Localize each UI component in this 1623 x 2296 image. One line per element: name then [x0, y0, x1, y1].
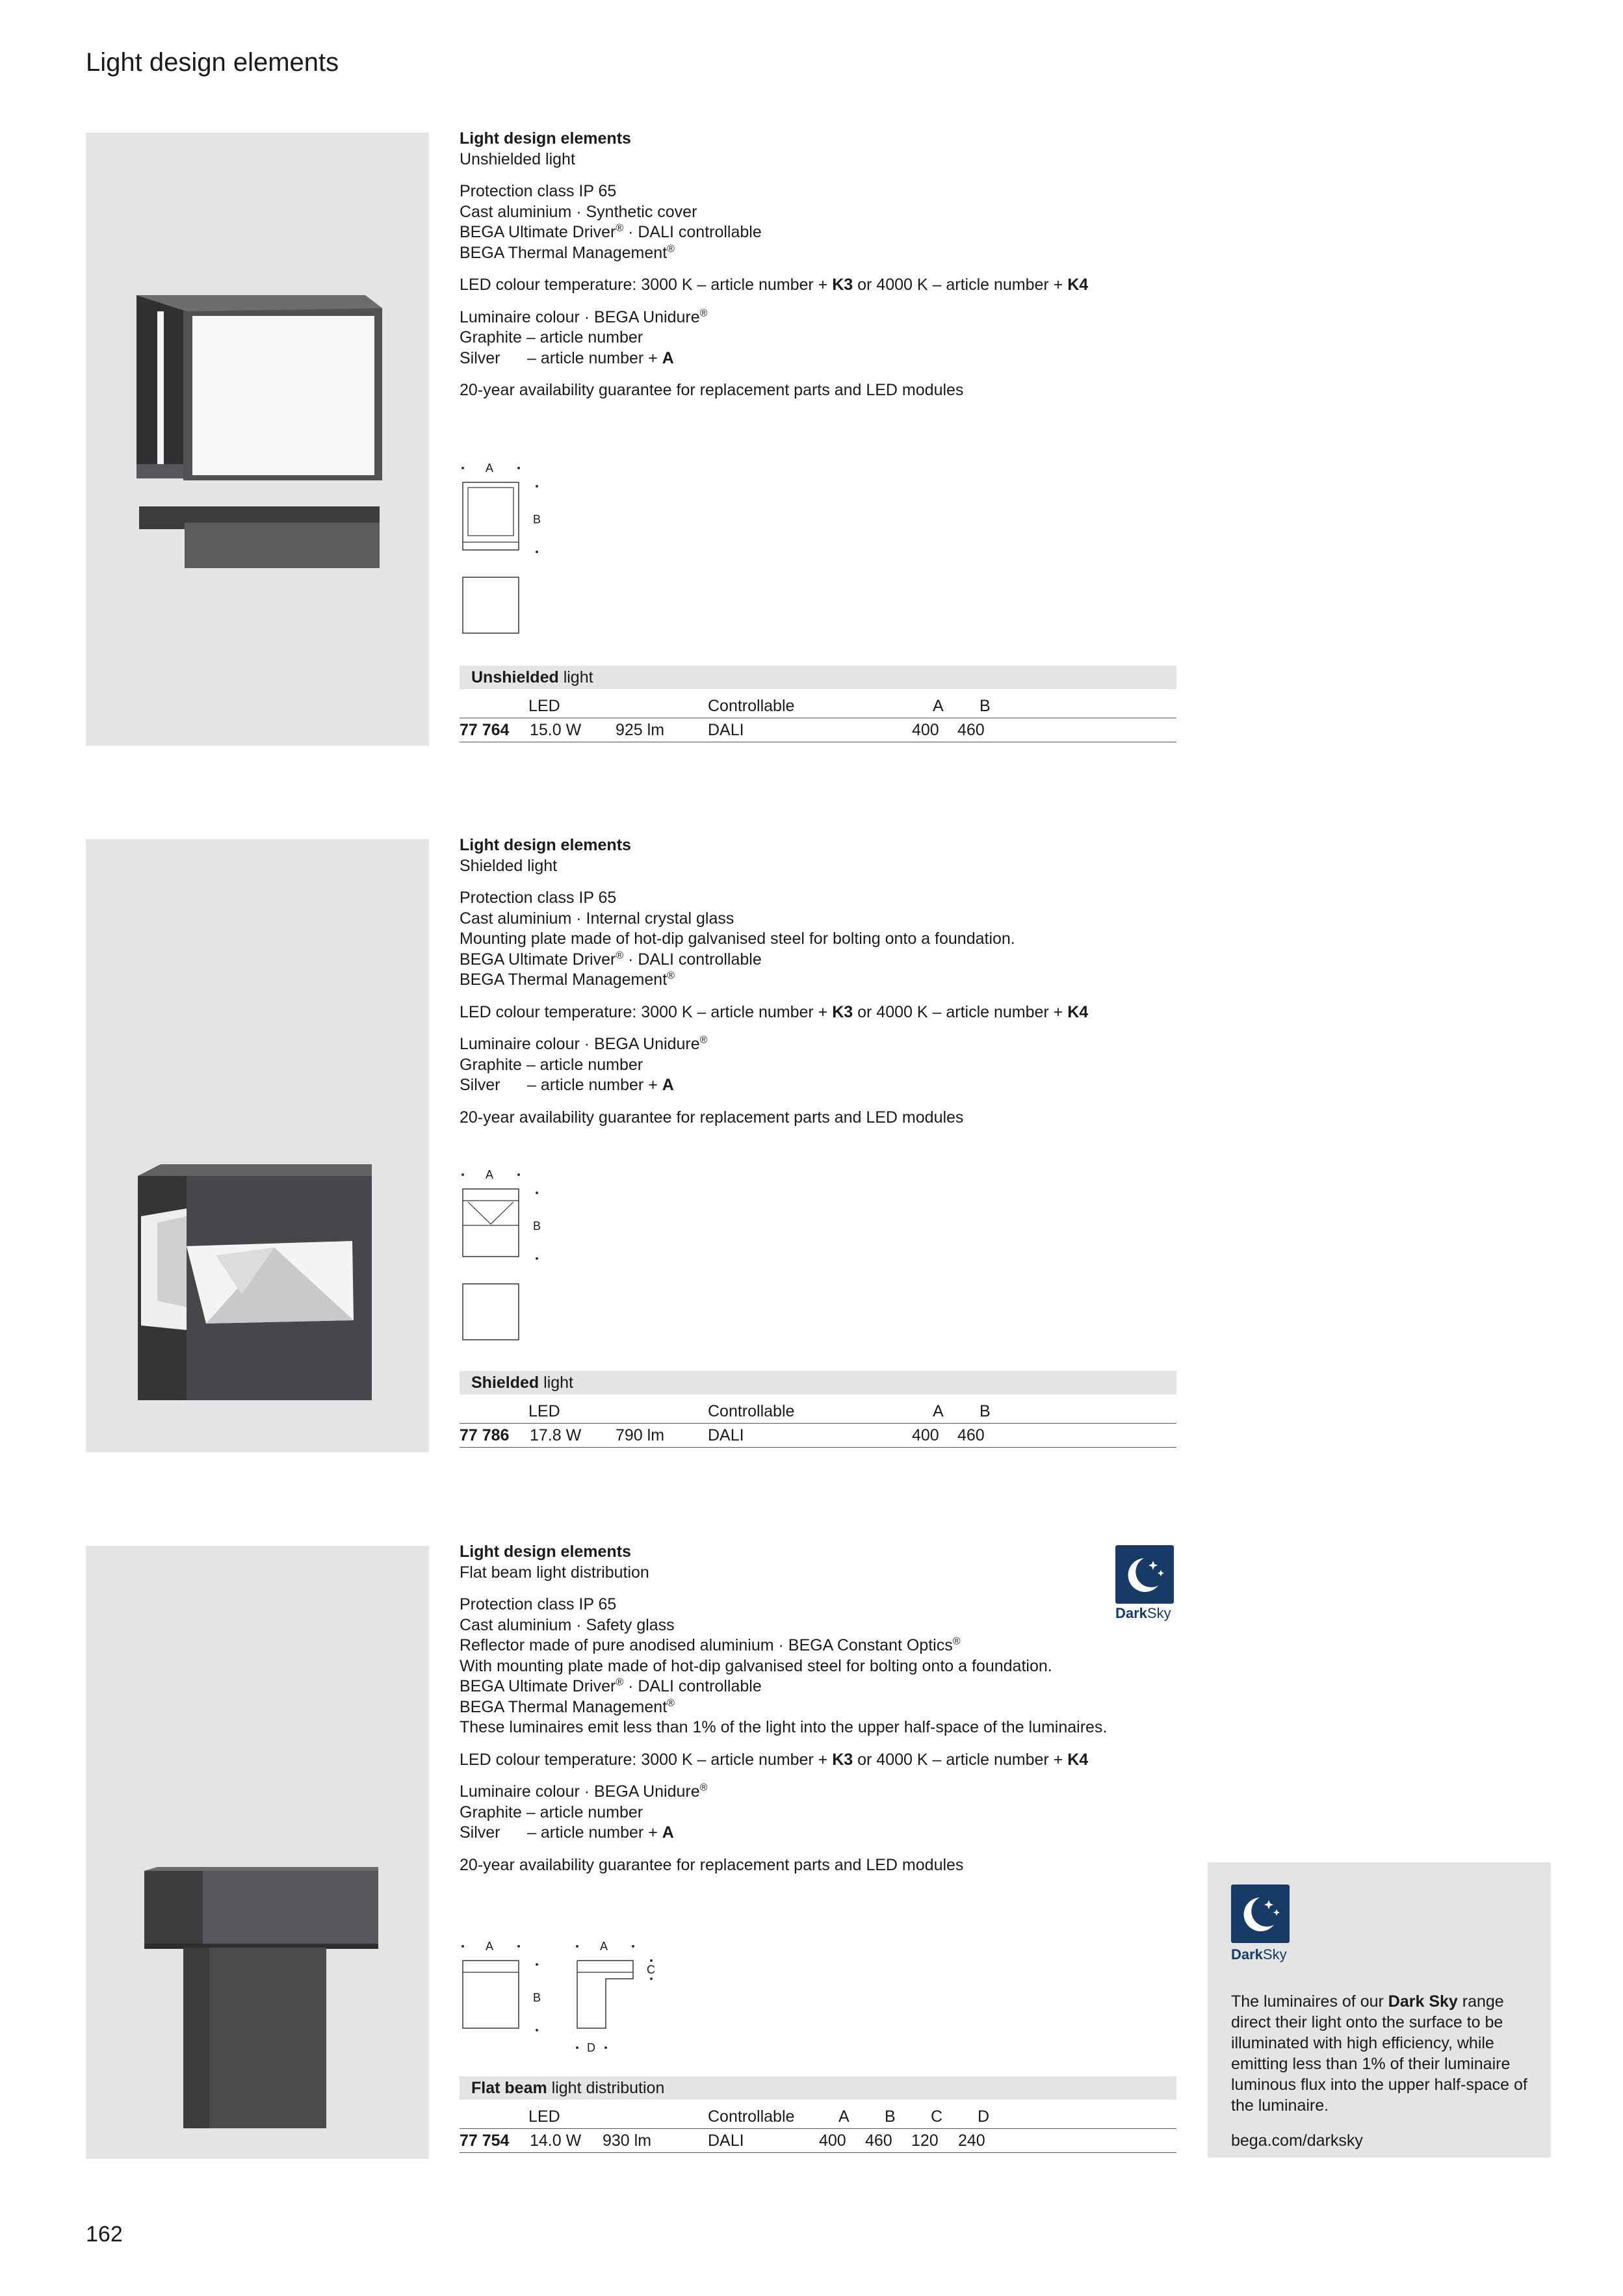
- product-info-unshielded: Light design elements Unshielded light Protection class IP 65 Cast aluminium · Synthetic cover BEGA Ultimate Driver® · DALI controllable BEGA Thermal Management® LED colour temperature: 3000 K – article number + K3 or 4000 K – article number + K4 Luminaire colour · BEGA Unidure® Graphite – article number Silver – article number + A 20-year availability guarantee for replacement parts and LED modules: [460, 129, 1181, 413]
- header-a: A: [933, 1402, 944, 1420]
- darksky-logo-bold: Dark: [1231, 1946, 1263, 1963]
- colour-silver-text: – article number +: [527, 348, 662, 367]
- darksky-info-box: [1208, 1862, 1551, 2158]
- product-table-unshielded: [460, 666, 1176, 742]
- row-c: 120: [911, 2132, 939, 2150]
- table-row: [460, 1424, 1176, 1448]
- page-number: 162: [86, 2222, 123, 2247]
- darksky-link[interactable]: bega.com/darksky: [1231, 2132, 1363, 2150]
- dim-label-a-side: A: [600, 1940, 608, 1953]
- row-lumen: 790 lm: [616, 1426, 665, 1444]
- row-watt: 17.8 W: [530, 1426, 582, 1444]
- row-control: DALI: [708, 2132, 744, 2150]
- led-temp-k4: K4: [1067, 276, 1089, 294]
- header-b: B: [980, 697, 991, 715]
- header-led: LED: [528, 697, 560, 715]
- spec-dali: · DALI controllable: [623, 1677, 762, 1695]
- row-d: 240: [958, 2132, 985, 2150]
- colour-silver-suffix: A: [662, 1823, 674, 1842]
- colour-graphite: Graphite – article number: [460, 1055, 643, 1074]
- dimension-drawings-shielded: [460, 1162, 720, 1344]
- article-number: 77 754: [460, 2132, 510, 2150]
- darksky-text-pre: The luminaires of our: [1231, 1992, 1388, 2011]
- darksky-description: [1231, 1991, 1530, 2116]
- product-subtitle: Unshielded light: [460, 150, 575, 168]
- table-row: [460, 718, 1176, 742]
- badge-rest: Sky: [1147, 1605, 1171, 1621]
- table-header: [460, 2105, 1176, 2129]
- header-b: B: [980, 1402, 991, 1420]
- dim-label-d: D: [587, 2041, 595, 2054]
- spec-material: Cast aluminium · Safety glass: [460, 1615, 675, 1634]
- led-temp-label: LED colour temperature: 3000 K – article number +: [460, 1002, 833, 1021]
- guarantee-text: 20-year availability guarantee for replacement parts and LED modules: [460, 381, 964, 399]
- product-title: Light design elements: [460, 1543, 631, 1561]
- guarantee-text: 20-year availability guarantee for replacement parts and LED modules: [460, 1855, 964, 1874]
- header-controllable: Controllable: [708, 697, 795, 715]
- row-a: 400: [912, 1426, 939, 1444]
- badge-bold: Dark: [1115, 1605, 1147, 1621]
- header-d: D: [978, 2107, 990, 2126]
- led-temp-label: LED colour temperature: 3000 K – article number +: [460, 276, 833, 294]
- table-title-rest: light distribution: [547, 2079, 665, 2097]
- dim-label-b: B: [533, 1991, 541, 2004]
- darksky-badge: [1115, 1545, 1177, 1626]
- darksky-logo-rest: Sky: [1262, 1946, 1287, 1963]
- table-header: [460, 1400, 1176, 1424]
- led-temp-k3: K3: [832, 1750, 853, 1769]
- guarantee-text: 20-year availability guarantee for replacement parts and LED modules: [460, 1108, 964, 1127]
- spec-driver: BEGA Ultimate Driver: [460, 1677, 616, 1695]
- row-b: 460: [957, 721, 985, 739]
- article-number: 77 786: [460, 1426, 510, 1444]
- product-info-shielded: Light design elements Shielded light Protection class IP 65 Cast aluminium · Internal crystal glass Mounting plate made of hot-dip galvanised steel for bolting onto a foundation. BEGA Ultimate Driver® · DALI controllable BEGA Thermal Management® LED colour temperature: 3000 K – article number + K3 or 4000 K – article number + K4 Luminaire colour · BEGA Unidure® Graphite – article number Silver – article number + A 20-year availability guarantee for replacement parts and LED modules: [460, 835, 1181, 1140]
- row-lumen: 930 lm: [603, 2132, 652, 2150]
- article-number: 77 764: [460, 721, 510, 739]
- row-watt: 14.0 W: [530, 2132, 582, 2150]
- product-info-flat-beam: Light design elements Flat beam light distribution Protection class IP 65 Cast aluminium · Safety glass Reflector made of pure anodised aluminium · BEGA Constant Optics® With mounting plate made of hot-dip galvanised steel for bolting onto a foundation. BEGA Ultimate Driver® · DALI controllable BEGA Thermal Management® These luminaires emit less than 1% of the light into the upper half-space of the luminaires. LED colour temperature: 3000 K – article number + K3 or 4000 K – article number + K4 Luminaire colour · BEGA Unidure® Graphite – article number Silver – article number + A 20-year availability guarantee for replacement parts and LED modules: [460, 1542, 1181, 1887]
- header-c: C: [931, 2107, 943, 2126]
- table-title-bold: Unshielded: [471, 668, 559, 686]
- row-b: 460: [957, 1426, 985, 1444]
- spec-protection: Protection class IP 65: [460, 889, 617, 907]
- spec-dali: · DALI controllable: [623, 950, 762, 969]
- table-header: [460, 694, 1176, 718]
- header-led: LED: [528, 2107, 560, 2126]
- led-temp-mid: or 4000 K – article number +: [853, 276, 1068, 294]
- colour-silver-suffix: A: [662, 1076, 674, 1094]
- colour-label: Luminaire colour · BEGA Unidure: [460, 1782, 700, 1801]
- darksky-moon-icon: [1231, 1885, 1290, 1943]
- product-photo-flat-beam: [86, 1546, 429, 2159]
- table-title-rest: light: [558, 668, 593, 686]
- dim-label-c: C: [647, 1963, 655, 1976]
- darksky-text-bold: Dark Sky: [1388, 1992, 1458, 2011]
- row-control: DALI: [708, 1426, 744, 1444]
- header-led: LED: [528, 1402, 560, 1420]
- colour-silver-text: – article number +: [527, 1823, 662, 1842]
- table-title-bar: [460, 1371, 1176, 1394]
- darksky-text-post: range direct their light onto the surface to be illuminated with high efficiency, while emitting less than 1% of their luminaire luminous flux into the upper half-space of the luminaire.: [1231, 1992, 1527, 2115]
- row-control: DALI: [708, 721, 744, 739]
- colour-silver-label: Silver: [460, 1076, 500, 1094]
- product-subtitle: Flat beam light distribution: [460, 1563, 649, 1582]
- led-temp-k3: K3: [832, 1002, 853, 1021]
- colour-silver-label: Silver: [460, 1823, 500, 1842]
- dim-label-a: A: [486, 1168, 494, 1181]
- row-b: 460: [865, 2132, 892, 2150]
- product-table-flat-beam: [460, 2076, 1176, 2153]
- dimension-drawings-unshielded: [460, 455, 720, 637]
- page-heading: Light design elements: [86, 48, 339, 77]
- spec-thermal: BEGA Thermal Management: [460, 243, 668, 262]
- spec-emission: These luminaires emit less than 1% of the light into the upper half-space of the luminaires.: [460, 1718, 1108, 1736]
- led-temp-label: LED colour temperature: 3000 K – article number +: [460, 1750, 833, 1769]
- colour-silver-text: – article number +: [527, 1076, 662, 1094]
- led-temp-k3: K3: [832, 276, 853, 294]
- led-temp-k4: K4: [1067, 1750, 1089, 1769]
- product-photo-unshielded: [86, 133, 429, 746]
- dim-label-b: B: [533, 513, 541, 526]
- row-lumen: 925 lm: [616, 721, 665, 739]
- product-title: Light design elements: [460, 129, 631, 148]
- table-title-bold: Flat beam: [471, 2079, 547, 2097]
- spec-thermal: BEGA Thermal Management: [460, 1697, 668, 1716]
- colour-silver-suffix: A: [662, 348, 674, 367]
- led-temp-mid: or 4000 K – article number +: [853, 1750, 1068, 1769]
- header-a: A: [933, 697, 944, 715]
- colour-label: Luminaire colour · BEGA Unidure: [460, 1035, 700, 1053]
- spec-dali: · DALI controllable: [623, 223, 762, 241]
- spec-driver: BEGA Ultimate Driver: [460, 950, 616, 969]
- row-a: 400: [819, 2132, 846, 2150]
- row-a: 400: [912, 721, 939, 739]
- product-title: Light design elements: [460, 836, 631, 854]
- darksky-badge-label: [1115, 1605, 1177, 1622]
- dim-label-a: A: [486, 462, 494, 475]
- header-a: A: [838, 2107, 850, 2126]
- header-controllable: Controllable: [708, 2107, 795, 2126]
- table-title-bar: [460, 666, 1176, 689]
- product-table-shielded: [460, 1371, 1176, 1448]
- darksky-logo-label: [1231, 1944, 1530, 1965]
- colour-silver-label: Silver: [460, 348, 500, 367]
- dim-label-a: A: [486, 1940, 494, 1953]
- darksky-moon-icon: [1115, 1545, 1174, 1604]
- product-photo-shielded: [86, 839, 429, 1452]
- colour-graphite: Graphite – article number: [460, 1803, 643, 1821]
- spec-thermal: BEGA Thermal Management: [460, 971, 668, 989]
- spec-driver: BEGA Ultimate Driver: [460, 223, 616, 241]
- table-row: [460, 2129, 1176, 2153]
- led-temp-mid: or 4000 K – article number +: [853, 1002, 1068, 1021]
- led-temp-k4: K4: [1067, 1002, 1089, 1021]
- spec-reflector: Reflector made of pure anodised aluminium · BEGA Constant Optics: [460, 1636, 953, 1654]
- colour-graphite: Graphite – article number: [460, 328, 643, 346]
- table-title-bold: Shielded: [471, 1374, 539, 1392]
- header-b: B: [885, 2107, 896, 2126]
- header-controllable: Controllable: [708, 1402, 795, 1420]
- colour-label: Luminaire colour · BEGA Unidure: [460, 307, 700, 326]
- table-title-bar: [460, 2076, 1176, 2100]
- spec-mounting: Mounting plate made of hot-dip galvanised steel for bolting onto a foundation.: [460, 930, 1015, 948]
- spec-protection: Protection class IP 65: [460, 182, 617, 200]
- row-watt: 15.0 W: [530, 721, 582, 739]
- spec-material: Cast aluminium · Internal crystal glass: [460, 909, 734, 928]
- table-title-rest: light: [539, 1374, 573, 1392]
- spec-material: Cast aluminium · Synthetic cover: [460, 202, 697, 221]
- dim-label-b: B: [533, 1220, 541, 1233]
- spec-protection: Protection class IP 65: [460, 1595, 617, 1613]
- product-subtitle: Shielded light: [460, 856, 558, 875]
- spec-mounting: With mounting plate made of hot-dip galvanised steel for bolting onto a foundation.: [460, 1656, 1052, 1675]
